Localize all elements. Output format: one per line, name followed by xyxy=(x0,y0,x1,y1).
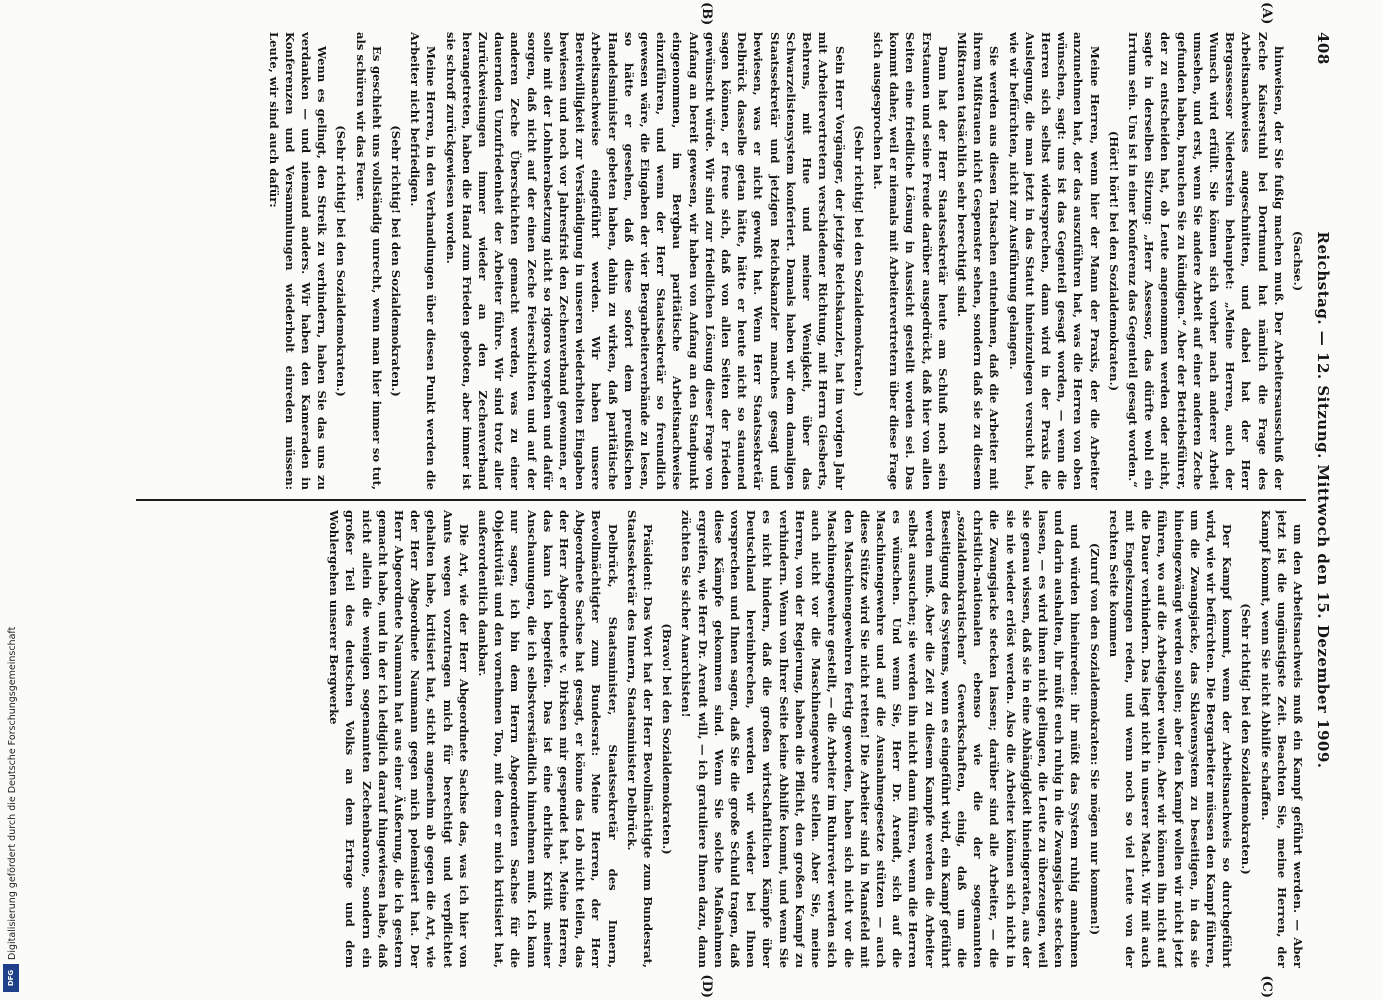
right-column-paragraph: Delbrück, Staatsminister, Staatssekretär des Innern, Bevollmächtigter zum Bundesrat: Meine Herren, der Herr Abgeordnete Sachse hat gesagt, er könne das Lob nicht teilen, das der Herr Abgeordnete v. Dirksen mir gespendet hat. Meine Herren, das kann ich begreifen. Das ist eine ehrliche Kritik meiner Anschauungen, die ich selbstverständlich hinnehmen muß. Ich kann nur sagen, ich bin dem Herrn Abgeordneten Sachse für die Objektivität und den vornehmen Ton, mit dem er mich kritisiert hat, außerordentlich dankbar. xyxy=(476,510,620,968)
margin-marker-c: (C) xyxy=(1259,975,1274,998)
digitization-credit xyxy=(0,0,22,1000)
left-column-paragraph: (Sehr richtig! bei den Sozialdemokraten.) xyxy=(851,125,866,397)
left-column-paragraph: Sie werden aus diesen Tatsachen entnehmen, daß die Arbeiter mit ihrem Mißtrauen nicht Gespenster sehen, sondern daß sie zu diesem Mißtrauen tatsächlich sehr berechtigt sind. xyxy=(954,32,1002,490)
credit-text: Digitalisierung gefördert durch die Deutsche Forschungsgemeinschaft xyxy=(7,626,18,960)
left-column-paragraph: (Sehr richtig! bei den Sozialdemokraten.) xyxy=(334,125,349,397)
margin-marker-d: (D) xyxy=(699,974,714,998)
left-column-paragraph: Wenn es gelingt, den Streik zu verhindern, haben Sie das uns zu verdanken — und niemand anders. Wir haben den Kameraden in Konferenzen und Versammlungen wiederholt einreden müssen: Leute, wir sind auch dafür: xyxy=(266,32,330,490)
right-column-paragraph: um den Arbeitsnachweis muß ein Kampf geführt werden. — Aber jetzt ist die ungünstigste Zeit. Beachten Sie, meine Herren, der Kampf kommt, wenn Sie nicht Abhilfe schaffen. xyxy=(1258,510,1305,968)
column-divider xyxy=(136,499,1306,501)
left-column-paragraph: Sein Herr Vorgänger, der jetzige Reichskanzler, hat im vorigen Jahr mit Arbeitervertretern verschiedener Richtung, mit Herrn Giesberts, Behrens, mit Hue und meiner Wenigkeit, über das Schwarzelistensystem konferiert. Damals haben wir dem damaligen Staatssekretär und jetzigen Reichskanzler manches gesagt und bewiesen, was er nicht gewußt hat. Wenn Herr Staatssekretär Delbrück dasselbe getan hätte, hätte er heute nicht so staunend sagen können, er freue sich, daß von allen Seiten der Frieden gewünscht würde. Wir sind zur friedlichen Lösung dieser Frage von Anfang an bereit gewesen, wir haben von Anfang an den Standpunkt eingenommen, im Bergbau paritätische Arbeitsnachweise einzuführen, und wenn der Herr Staatssekretär so freundlich gewesen wäre, die Eingaben der vier Bergarbeiterverbände zu lesen, so hätte er gesehen, daß diese sofort dem preußischen Handelsminister gebeten haben, dahin zu wirken, daß paritätische Arbeitsnachweise eingeführt werden. Wir haben unsere Bereitwilligkeit zur Verständigung in unseren wiederholten Eingaben bewiesen und noch vor Jahresfrist den Zechenverband gewonnen, er solle mit der Lohnherabsetzung nicht so rigoros vorgehen und dafür sorgen, daß nicht auf der einen Zeche Feierschichten und auf der anderen Zeche Überschichten gemacht werden, was zu einer dauernden Unzufriedenheit der Arbeiter führe. Wir sind trotz aller Zurückweisungen immer wieder an den Zechenverband herangetreten, haben die Hand zum Frieden geboten, aber immer ist sie schroff zurückgewiesen worden. xyxy=(443,32,847,490)
right-column-paragraph: Die Art, wie der Herr Abgeordnete Sachse das, was ich hier von Amts wegen vorzutragen mich für berechtigt und verpflichtet gehalten habe, kritisiert hat, sticht angenehm ab gegen die Art, wie der Herr Abgeordnete Naumann gegen mich polemisiert hat. Der Herr Abgeordnete Naumann hat aus einer Äußerung, die ich gestern gemacht habe, und in der ich lediglich darauf hingewiesen habe, daß nicht allein die wenigen sogenannten Zechenbarone, sondern ein großer Teil des deutschen Volks an dem Ertrage und dem Wohlergehen unserer Bergwerke xyxy=(327,510,471,968)
scanned-page xyxy=(40,0,1340,1000)
page-header xyxy=(1306,32,1334,968)
right-column-paragraph: Der Kampf kommt, wenn der Arbeitsnachweis so durchgeführt wird, wie wir befürchten. Die Bergarbeiter müssen den Kampf führen, um die Zwangsjacke, das Sklavensystem zu beseitigen, in das sie hineingezwängt werden sollen; aber den Kampf wollen wir nicht jetzt führen, wo auf die Arbeitgeber wollen. Aber wir können ihn nicht auf die Dauer verhindern. Das liegt nicht in unserer Macht. Wir mit auch mit Engelszungen reden, und wenn noch so viel Leute von der rechten Seite kommen xyxy=(1106,510,1235,968)
right-column-paragraph: (Zuruf von den Sozialdemokraten: Sie mögen nur kommen!) xyxy=(1087,542,1102,936)
left-column-paragraph: Dann hat der Herr Staatssekretär heute am Schluß noch sein Erstaunen und seine Freude darüber ausgedrückt, daß hier von allen Seiten eine friedliche Lösung in Aussicht gestellt worden sei. Das kommt daher, weil er niemals mit Arbeitervertretern über diese Frage sich ausgesprochen hat. xyxy=(870,32,950,490)
dfg-logo: DFG xyxy=(3,964,19,992)
left-column-paragraph: hinweisen, der Sie fußig machen muß. Der Arbeitersausschuß der Zeche Kaiserstuhl bei Dortmund hat nämlich die Frage des Arbeitsnachweises angeschnitten, und dabei hat der Herr Bergassessor Niederstein behauptet: „Meine Herren, auch der Wunsch wird erfüllt. Sie können sich vorher nach anderer Arbeit umsehen, und erst, wenn Sie andere Arbeit auf einer anderen Zeche gefunden haben, brauchen Sie zu kündigen.“ Aber der Betriebsführer, der zu entscheiden hat, ob Leute angenommen werden oder nicht, sagte in derselben Sitzung: „Herr Assessor, das dürfte wohl ein Irrtum sein. Uns ist in einer Konferenz das Gegenteil gesagt worden.“ xyxy=(1125,32,1286,490)
left-column-paragraph: Meine Herren, in den Verhandlungen über diesen Punkt werden die Arbeiter nicht befriedigen. xyxy=(408,32,439,490)
left-column-paragraph: (Sachse.) xyxy=(1291,230,1305,292)
left-column-paragraph: Es geschieht uns vollständig unrecht, wenn man hier immer so tut, als schüren wir das Feuer. xyxy=(353,32,384,490)
right-column-paragraph: und würden hineinreden: ihr müßt das System ruhig annehmen und darin aushalten, ihr müßt euch ruhig in die Zwangsjacke stecken lassen, — es wird ihnen nicht gelingen, die Leute zu überzeugen, weil sie genau wissen, daß sie in eine Abhängigkeit hineingeraten, aus der sie nie wieder erlöst werden. Also die Arbeiter können sich nicht in die Zwangsjacke stecken lassen; darüber sind alle Arbeiter, — die christlich-nationalen ebenso wie die der sogenannten „sozialdemokratischen“ Gewerkschaften, einig, daß um die Beseitigung des Systems, wenn es eingeführt wird, ein Kampf geführt werden muß. Aber die Zeit zu diesem Kampfe werden die Arbeiter selbst aussuchen; sie werden ihn nicht dann führen, wenn die Herren es wünschen. Und wenn Sie, Herr Dr. Arendt, sich auf die Maschinengewehre und auf die Ausnahmegesetze stützen — auch diese Stütze wird Sie nicht retten! Die Arbeiter sind in Mansfeld mit den Maschinengewehren fertig geworden, haben sich nicht vor die Maschinengewehre gestellt, — die Arbeiter im Ruhrrevier werden sich auch nicht vor die Maschinengewehre stellen. Aber Sie, meine Herren, von der Regierung, haben die Pflicht, den großen Kampf zu verhindern. Wenn von Ihrer Seite keine Abhilfe kommt, und wenn Sie es nicht hindern, daß die großen wirtschaftlichen Kämpfe über Deutschland hereinbrechen, werden wir wieder bei Ihnen vorsprechen und Ihnen sagen, daß Sie die große Schuld tragen, daß diese Kämpfe gekommen sind. Wenn Sie solche Maßnahmen ergreifen, wie Herr Dr. Arendt will, — ich gratuliere Ihnen dazu, dann züchten Sie sicher Anarchisten! xyxy=(679,510,1083,968)
right-column-paragraph: Präsident: Das Wort hat der Herr Bevollmächtigte zum Bundesrat, Staatssekretär des Innern, Staatsminister Delbrück. xyxy=(624,510,656,968)
left-column-paragraph: (Sehr richtig! bei den Sozialdemokraten.) xyxy=(389,125,404,397)
page-number: 408 xyxy=(1314,32,1332,65)
margin-marker-a: (A) xyxy=(1259,2,1274,25)
left-column-paragraph: Meine Herren, wenn hier der Mann der Praxis, der die Arbeiter anzunehmen hat, der das auszuführen hat, was die Herren von oben wünschen, sagt: uns ist das Gegenteil gesagt worden, — wenn die Herren sich selbst widersprechen, dann wird in der Praxis die Auslegung, die man jetzt in das Statut hineinzulegen versucht hat, wie wir befürchten, nicht zur Ausführung gelangen. xyxy=(1006,32,1102,490)
left-column-paragraph: (Hört! hört! bei den Sozialdemokraten.) xyxy=(1106,130,1121,392)
right-column-paragraph: (Bravo! bei den Sozialdemokraten.) xyxy=(660,623,675,855)
margin-marker-b: (B) xyxy=(699,2,714,26)
session-title: Reichstag. — 12. Sitzung. Mittwoch den 15. Dezember 1909. xyxy=(1314,231,1332,769)
right-column xyxy=(76,510,1306,968)
text-columns xyxy=(76,2,1306,998)
right-column-paragraph: (Sehr richtig! bei den Sozialdemokraten.) xyxy=(1239,603,1254,875)
left-column xyxy=(76,32,1306,490)
